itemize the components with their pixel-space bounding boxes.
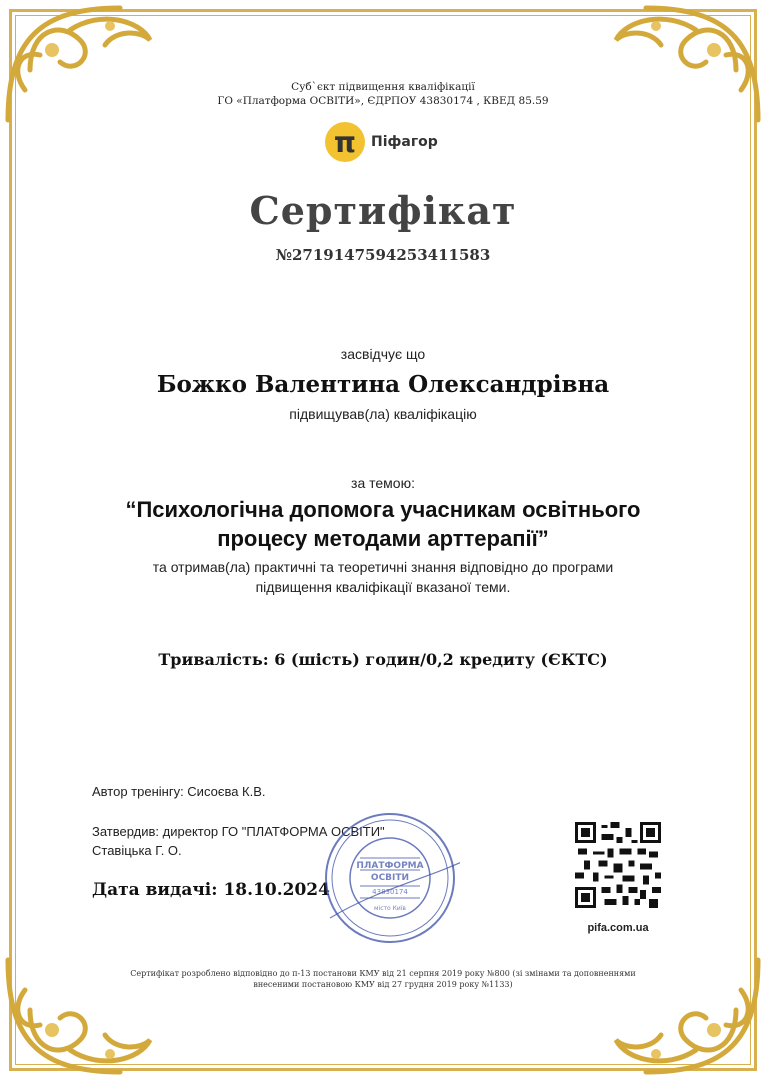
svg-text:місто Київ: місто Київ bbox=[374, 905, 406, 912]
pi-icon: π bbox=[325, 122, 365, 162]
upgraded-text: підвищував(ла) кваліфікацію bbox=[289, 406, 477, 422]
svg-text:ПЛАТФОРМА: ПЛАТФОРМА bbox=[356, 861, 424, 871]
ornament-corner-icon bbox=[0, 0, 160, 130]
topic-line-2: процесу методами арттерапії” bbox=[217, 526, 549, 551]
issuer-header bbox=[0, 80, 766, 108]
received-line-2: підвищення кваліфікації вказаної теми. bbox=[255, 579, 511, 595]
footnote-line-1: Сертифікат розроблено відповідно до п-13 постанови КМУ від 21 серпня 2019 року №800 (зі змінами та доповненнями bbox=[130, 969, 636, 978]
pifagor-logo bbox=[325, 122, 438, 162]
certificate-number: №2719147594253411583 bbox=[275, 246, 491, 264]
certificate-title: Сертифікат bbox=[249, 188, 517, 233]
course-topic bbox=[0, 495, 766, 553]
official-stamp-icon bbox=[320, 808, 460, 948]
issue-date: Дата видачі: 18.10.2024 bbox=[92, 880, 330, 900]
footnote-line-2: внесеними постановою КМУ від 27 грудня 2019 року №1133) bbox=[253, 980, 513, 989]
ornament-corner-icon bbox=[606, 0, 766, 130]
received-text bbox=[0, 557, 766, 597]
course-duration: Тривалість: 6 (шість) годин/0,2 кредиту (ЄКТС) bbox=[158, 650, 608, 669]
on-topic-label: за темою: bbox=[351, 475, 415, 491]
svg-text:43830174: 43830174 bbox=[372, 888, 408, 896]
issuer-line-1: Суб`єкт підвищення кваліфікації bbox=[291, 81, 475, 93]
website-link[interactable]: pifa.com.ua bbox=[587, 922, 649, 934]
qr-code-icon[interactable] bbox=[575, 822, 661, 908]
legal-footnote bbox=[0, 968, 766, 990]
training-author: Автор тренінгу: Сисоєва К.В. bbox=[92, 784, 266, 799]
topic-line-1: “Психологічна допомога учасникам освітнього bbox=[125, 497, 641, 522]
recipient-name: Божко Валентина Олександрівна bbox=[156, 371, 610, 398]
issuer-line-2: ГО «Платформа ОСВІТИ», ЄДРПОУ 43830174 , КВЕД 85.59 bbox=[217, 95, 549, 107]
approved-line-1: Затвердив: директор ГО "ПЛАТФОРМА ОСВІТИ" bbox=[92, 824, 385, 839]
certifies-text: засвідчує що bbox=[340, 346, 426, 362]
approved-line-2: Ставіцька Г. О. bbox=[92, 843, 182, 858]
svg-text:ОСВІТИ: ОСВІТИ bbox=[370, 873, 410, 883]
received-line-1: та отримав(ла) практичні та теоретичні знання відповідно до програми bbox=[152, 559, 614, 575]
logo-name: Піфагор bbox=[371, 134, 438, 150]
